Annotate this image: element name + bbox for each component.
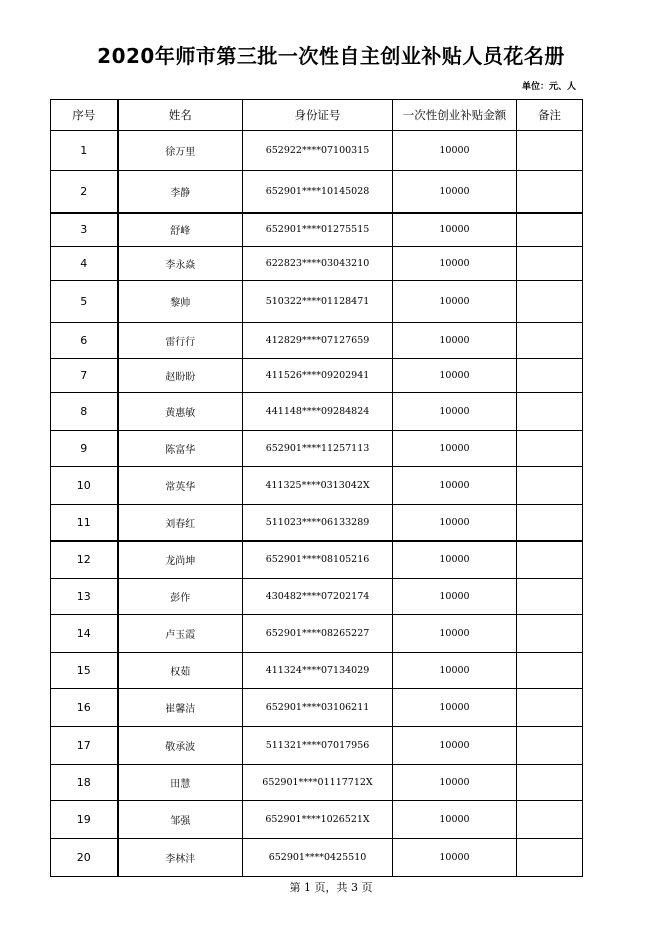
row-amount: 10000 — [393, 171, 517, 213]
row-id-number: 652901****03106211 — [243, 689, 393, 727]
table-row — [51, 505, 583, 541]
row-name: 李永焱 — [118, 247, 243, 281]
row-note — [517, 765, 583, 801]
row-name: 黎帅 — [118, 281, 243, 323]
table-row — [51, 323, 583, 359]
row-id-number: 652901****01117712X — [243, 765, 393, 801]
row-number: 13 — [51, 579, 118, 615]
row-name: 敬承波 — [118, 727, 243, 765]
row-name: 崔馨洁 — [118, 689, 243, 727]
row-amount: 10000 — [393, 579, 517, 615]
document-title: 2020年师市第三批一次性自主创业补贴人员花名册 — [97, 44, 565, 68]
row-name: 常英华 — [118, 467, 243, 505]
row-amount: 10000 — [393, 323, 517, 359]
row-name: 雷行行 — [118, 323, 243, 359]
row-id-number: 652901****0425510 — [243, 839, 393, 877]
row-note — [517, 281, 583, 323]
table-row — [51, 765, 583, 801]
row-note — [517, 131, 583, 171]
row-note — [517, 323, 583, 359]
row-id-number: 652922****07100315 — [243, 131, 393, 171]
row-amount: 10000 — [393, 393, 517, 431]
row-amount: 10000 — [393, 801, 517, 839]
row-note — [517, 247, 583, 281]
header-note: 备注 — [517, 100, 583, 131]
row-note — [517, 213, 583, 247]
row-name: 徐万里 — [118, 131, 243, 171]
roster-table — [50, 99, 583, 877]
table-row — [51, 131, 583, 171]
row-name: 邹强 — [118, 801, 243, 839]
row-number: 17 — [51, 727, 118, 765]
row-amount: 10000 — [393, 505, 517, 541]
table-row — [51, 579, 583, 615]
row-note — [517, 393, 583, 431]
row-id-number: 411526****09202941 — [243, 359, 393, 393]
table-row — [51, 171, 583, 213]
row-amount: 10000 — [393, 247, 517, 281]
row-note — [517, 579, 583, 615]
row-amount: 10000 — [393, 653, 517, 689]
row-number: 8 — [51, 393, 118, 431]
row-amount: 10000 — [393, 467, 517, 505]
row-number: 14 — [51, 615, 118, 653]
row-note — [517, 541, 583, 579]
row-id-number: 510322****01128471 — [243, 281, 393, 323]
row-note — [517, 359, 583, 393]
row-number: 15 — [51, 653, 118, 689]
row-number: 16 — [51, 689, 118, 727]
row-amount: 10000 — [393, 213, 517, 247]
row-name: 舒峰 — [118, 213, 243, 247]
table-row — [51, 431, 583, 467]
table-row — [51, 359, 583, 393]
header-amount: 一次性创业补贴金额 — [393, 100, 517, 131]
row-id-number: 412829****07127659 — [243, 323, 393, 359]
row-note — [517, 431, 583, 467]
table-row — [51, 541, 583, 579]
row-id-number: 652901****11257113 — [243, 431, 393, 467]
row-number: 9 — [51, 431, 118, 467]
row-number: 12 — [51, 541, 118, 579]
row-note — [517, 467, 583, 505]
row-id-number: 652901****08265227 — [243, 615, 393, 653]
row-number: 2 — [51, 171, 118, 213]
unit-label: 单位：元、人 — [521, 82, 576, 92]
row-id-number: 511321****07017956 — [243, 727, 393, 765]
row-id-number: 652901****08105216 — [243, 541, 393, 579]
row-note — [517, 801, 583, 839]
row-id-number: 430482****07202174 — [243, 579, 393, 615]
row-number: 6 — [51, 323, 118, 359]
table-row — [51, 467, 583, 505]
table-row — [51, 393, 583, 431]
row-id-number: 511023****06133289 — [243, 505, 393, 541]
row-amount: 10000 — [393, 615, 517, 653]
row-amount: 10000 — [393, 131, 517, 171]
table-row — [51, 281, 583, 323]
row-name: 彭作 — [118, 579, 243, 615]
row-note — [517, 653, 583, 689]
header-id: 身份证号 — [243, 100, 393, 131]
row-amount: 10000 — [393, 727, 517, 765]
row-number: 5 — [51, 281, 118, 323]
table-row — [51, 213, 583, 247]
table-row — [51, 247, 583, 281]
header-no: 序号 — [51, 100, 118, 131]
row-id-number: 652901****1026521X — [243, 801, 393, 839]
table-row — [51, 801, 583, 839]
row-name: 刘春红 — [118, 505, 243, 541]
row-amount: 10000 — [393, 839, 517, 877]
row-note — [517, 171, 583, 213]
row-note — [517, 505, 583, 541]
row-id-number: 411324****07134029 — [243, 653, 393, 689]
row-name: 陈富华 — [118, 431, 243, 467]
row-note — [517, 615, 583, 653]
row-amount: 10000 — [393, 431, 517, 467]
table-row — [51, 615, 583, 653]
row-number: 11 — [51, 505, 118, 541]
row-name: 李静 — [118, 171, 243, 213]
page-number: 第 1 页，共 3 页 — [289, 881, 373, 894]
table-row — [51, 839, 583, 877]
row-id-number: 411325****0313042X — [243, 467, 393, 505]
row-amount: 10000 — [393, 359, 517, 393]
table-header-row — [51, 100, 583, 131]
table-body — [51, 131, 583, 877]
table-row — [51, 653, 583, 689]
row-id-number: 441148****09284824 — [243, 393, 393, 431]
row-amount: 10000 — [393, 689, 517, 727]
row-id-number: 652901****01275515 — [243, 213, 393, 247]
row-id-number: 622823****03043210 — [243, 247, 393, 281]
row-number: 20 — [51, 839, 118, 877]
row-name: 田慧 — [118, 765, 243, 801]
row-name: 李林沣 — [118, 839, 243, 877]
row-note — [517, 689, 583, 727]
table-row — [51, 689, 583, 727]
row-amount: 10000 — [393, 765, 517, 801]
row-name: 卢玉霞 — [118, 615, 243, 653]
row-amount: 10000 — [393, 281, 517, 323]
row-number: 18 — [51, 765, 118, 801]
row-name: 权茹 — [118, 653, 243, 689]
row-number: 1 — [51, 131, 118, 171]
row-number: 3 — [51, 213, 118, 247]
row-id-number: 652901****10145028 — [243, 171, 393, 213]
row-name: 黄惠敏 — [118, 393, 243, 431]
row-number: 10 — [51, 467, 118, 505]
header-name: 姓名 — [118, 100, 243, 131]
row-note — [517, 839, 583, 877]
row-number: 7 — [51, 359, 118, 393]
row-name: 赵盼盼 — [118, 359, 243, 393]
row-number: 4 — [51, 247, 118, 281]
row-number: 19 — [51, 801, 118, 839]
row-note — [517, 727, 583, 765]
table-row — [51, 727, 583, 765]
row-name: 龙尚坤 — [118, 541, 243, 579]
row-amount: 10000 — [393, 541, 517, 579]
